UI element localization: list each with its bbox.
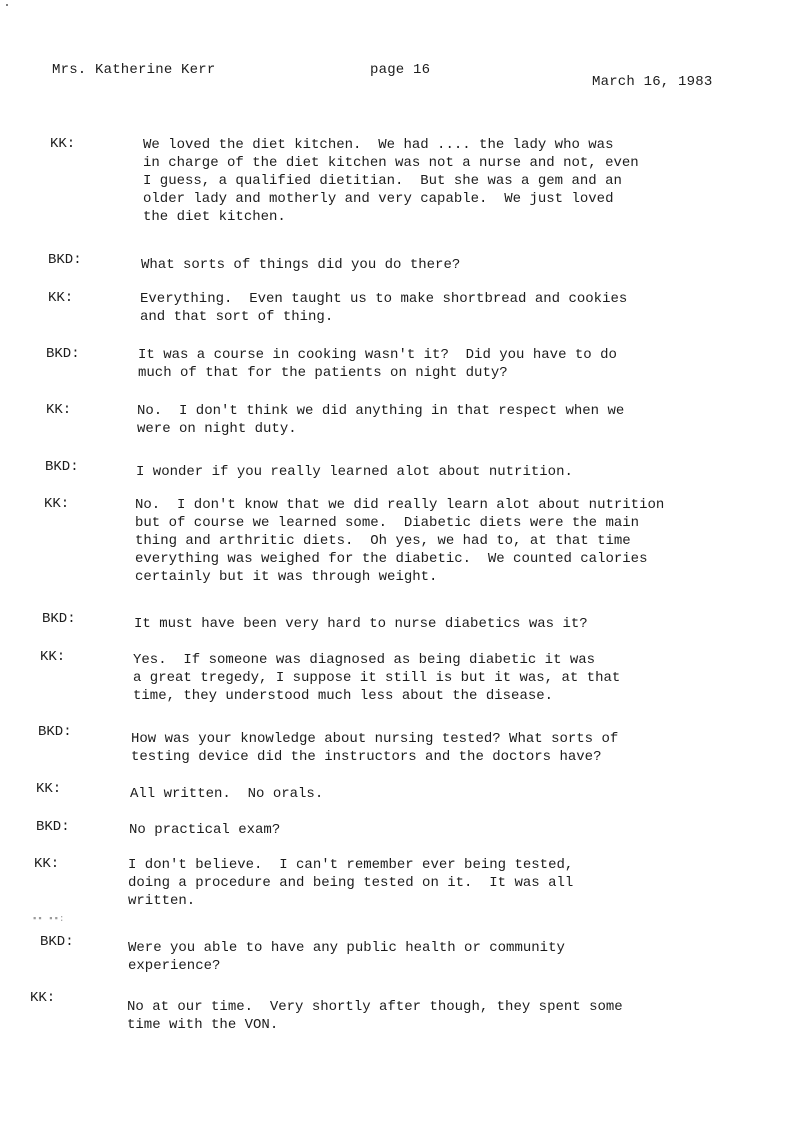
- scan-speck: [6, 4, 8, 6]
- speaker-label: BKD:: [45, 459, 79, 475]
- speaker-text: I don't believe. I can't remember ever being tested, doing a procedure and being tested on it. It was all written.: [128, 857, 574, 909]
- speaker-text: All written. No orals.: [130, 786, 324, 802]
- speaker-text: What sorts of things did you do there?: [141, 257, 461, 273]
- speaker-text: Yes. If someone was diagnosed as being diabetic it was a great tregedy, I suppose it still is but it was, at that time, they understood much less about the disease.: [133, 652, 621, 704]
- speaker-label: BKD:: [40, 934, 74, 950]
- speaker-label: KK:: [50, 136, 76, 152]
- speaker-text: Everything. Even taught us to make shortbread and cookies and that sort of thing.: [140, 291, 628, 325]
- speaker-label: KK:: [44, 496, 70, 512]
- speaker-text: No. I don't know that we did really learn alot about nutrition but of course we learned some. Diabetic diets were the main thing and arthritic diets. Oh yes, we had to, at that time everything was weighed for the diabetic. We counted calories certainly but it was through weight.: [135, 497, 665, 585]
- speaker-text: No. I don't think we did anything in that respect when we were on night duty.: [137, 403, 625, 437]
- page-number: page 16: [370, 62, 431, 78]
- interview-date: March 16, 1983: [592, 74, 713, 90]
- speaker-label: BKD:: [42, 611, 76, 627]
- interviewee-name: Mrs. Katherine Kerr: [52, 62, 216, 78]
- speaker-label: KK:: [36, 781, 62, 797]
- faint-scan-mark: ▪▪ ▪▪:: [32, 914, 65, 924]
- speaker-label: BKD:: [48, 252, 82, 268]
- speaker-text: We loved the diet kitchen. We had .... the lady who was in charge of the diet kitchen was not a nurse and not, even I guess, a qualified dietitian. But she was a gem and an older lady and motherly and very capable. We just loved the diet kitchen.: [143, 137, 639, 225]
- speaker-label: KK:: [34, 856, 60, 872]
- speaker-text: It must have been very hard to nurse diabetics was it?: [134, 616, 588, 632]
- speaker-label: BKD:: [36, 819, 70, 835]
- speaker-label: KK:: [30, 990, 56, 1006]
- speaker-text: How was your knowledge about nursing tested? What sorts of testing device did the instructors and the doctors have?: [131, 731, 619, 765]
- speaker-text: No practical exam?: [129, 822, 281, 838]
- speaker-label: KK:: [46, 402, 72, 418]
- speaker-text: No at our time. Very shortly after though, they spent some time with the VON.: [127, 999, 623, 1033]
- speaker-text: Were you able to have any public health or community experience?: [128, 940, 565, 974]
- speaker-label: BKD:: [46, 346, 80, 362]
- speaker-label: KK:: [48, 290, 74, 306]
- speaker-text: I wonder if you really learned alot about nutrition.: [136, 464, 573, 480]
- speaker-label: KK:: [40, 649, 66, 665]
- speaker-label: BKD:: [38, 724, 72, 740]
- speaker-text: It was a course in cooking wasn't it? Did you have to do much of that for the patients on night duty?: [138, 347, 617, 381]
